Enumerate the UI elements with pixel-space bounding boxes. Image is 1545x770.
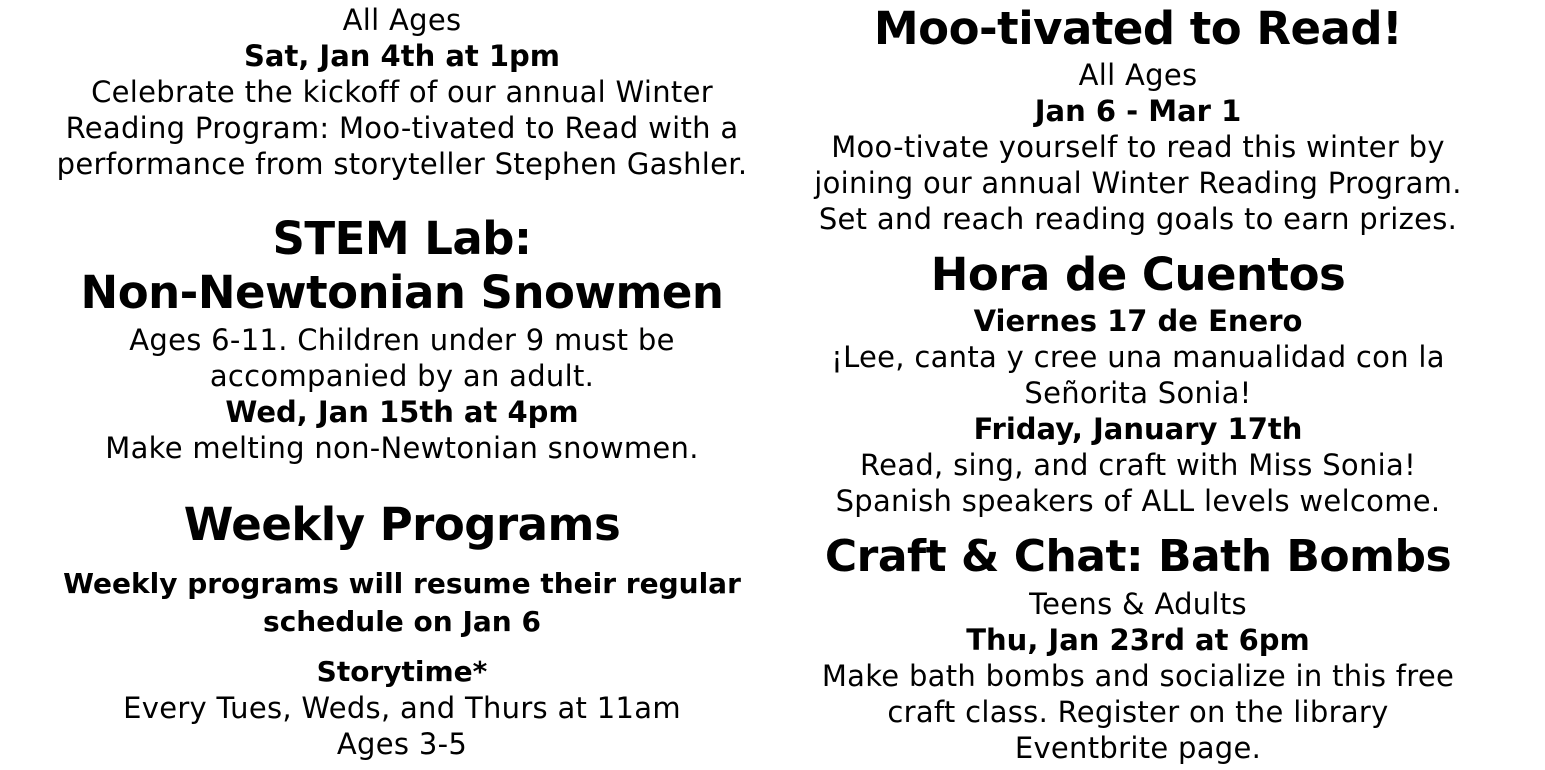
event-description-line: Señorita Sonia! xyxy=(1024,376,1252,410)
program-ages: Ages 3-5 xyxy=(336,727,468,761)
event-ages: accompanied by an adult. xyxy=(209,359,595,393)
event-title: Non-Newtonian Snowmen xyxy=(80,266,724,319)
section-title: Weekly Programs xyxy=(183,498,621,551)
event-description-line: Celebrate the kickoff of our annual Winter xyxy=(91,75,713,109)
event-description: Make melting non-Newtonian snowmen. xyxy=(105,431,699,465)
event-description-line: craft class. Register on the library xyxy=(887,695,1389,729)
event-description-line: performance from storyteller Stephen Gashler. xyxy=(56,147,748,181)
event-ages: Ages 6-11. Children under 9 must be xyxy=(129,323,675,357)
event-date: Sat, Jan 4th at 1pm xyxy=(244,39,560,73)
event-date: Wed, Jan 15th at 4pm xyxy=(225,395,579,429)
event-date: Jan 6 - Mar 1 xyxy=(1034,94,1242,128)
program-schedule: Every Tues, Weds, and Thurs at 11am xyxy=(123,691,681,725)
event-title: Moo-tivated to Read! xyxy=(873,2,1403,55)
event-ages: All Ages xyxy=(1078,58,1198,92)
event-description-line: Read, sing, and craft with Miss Sonia! xyxy=(859,448,1417,482)
event-ages: All Ages xyxy=(342,3,462,37)
event-description-line: Eventbrite page. xyxy=(1014,731,1262,765)
event-description-line: Reading Program: Moo-tivated to Read with a xyxy=(65,111,739,145)
event-title: Hora de Cuentos xyxy=(930,248,1346,301)
event-date: Thu, Jan 23rd at 6pm xyxy=(966,623,1310,657)
event-date: Friday, January 17th xyxy=(973,412,1303,446)
event-description-line: ¡Lee, canta y cree una manualidad con la xyxy=(831,340,1445,374)
event-description-line: joining our annual Winter Reading Program. xyxy=(814,166,1462,200)
event-title: Craft & Chat: Bath Bombs xyxy=(824,531,1452,582)
section-note: schedule on Jan 6 xyxy=(263,605,541,638)
event-ages: Teens & Adults xyxy=(1029,587,1247,621)
event-title: STEM Lab: xyxy=(272,212,532,265)
event-description-line: Make bath bombs and socialize in this free xyxy=(821,659,1455,693)
program-title: Storytime* xyxy=(316,655,488,688)
event-date: Viernes 17 de Enero xyxy=(973,304,1303,338)
event-description-line: Spanish speakers of ALL levels welcome. xyxy=(835,484,1441,518)
section-note: Weekly programs will resume their regular xyxy=(63,567,741,600)
event-description-line: Set and reach reading goals to earn prizes. xyxy=(818,202,1458,236)
event-description-line: Moo-tivate yourself to read this winter by xyxy=(831,130,1445,164)
